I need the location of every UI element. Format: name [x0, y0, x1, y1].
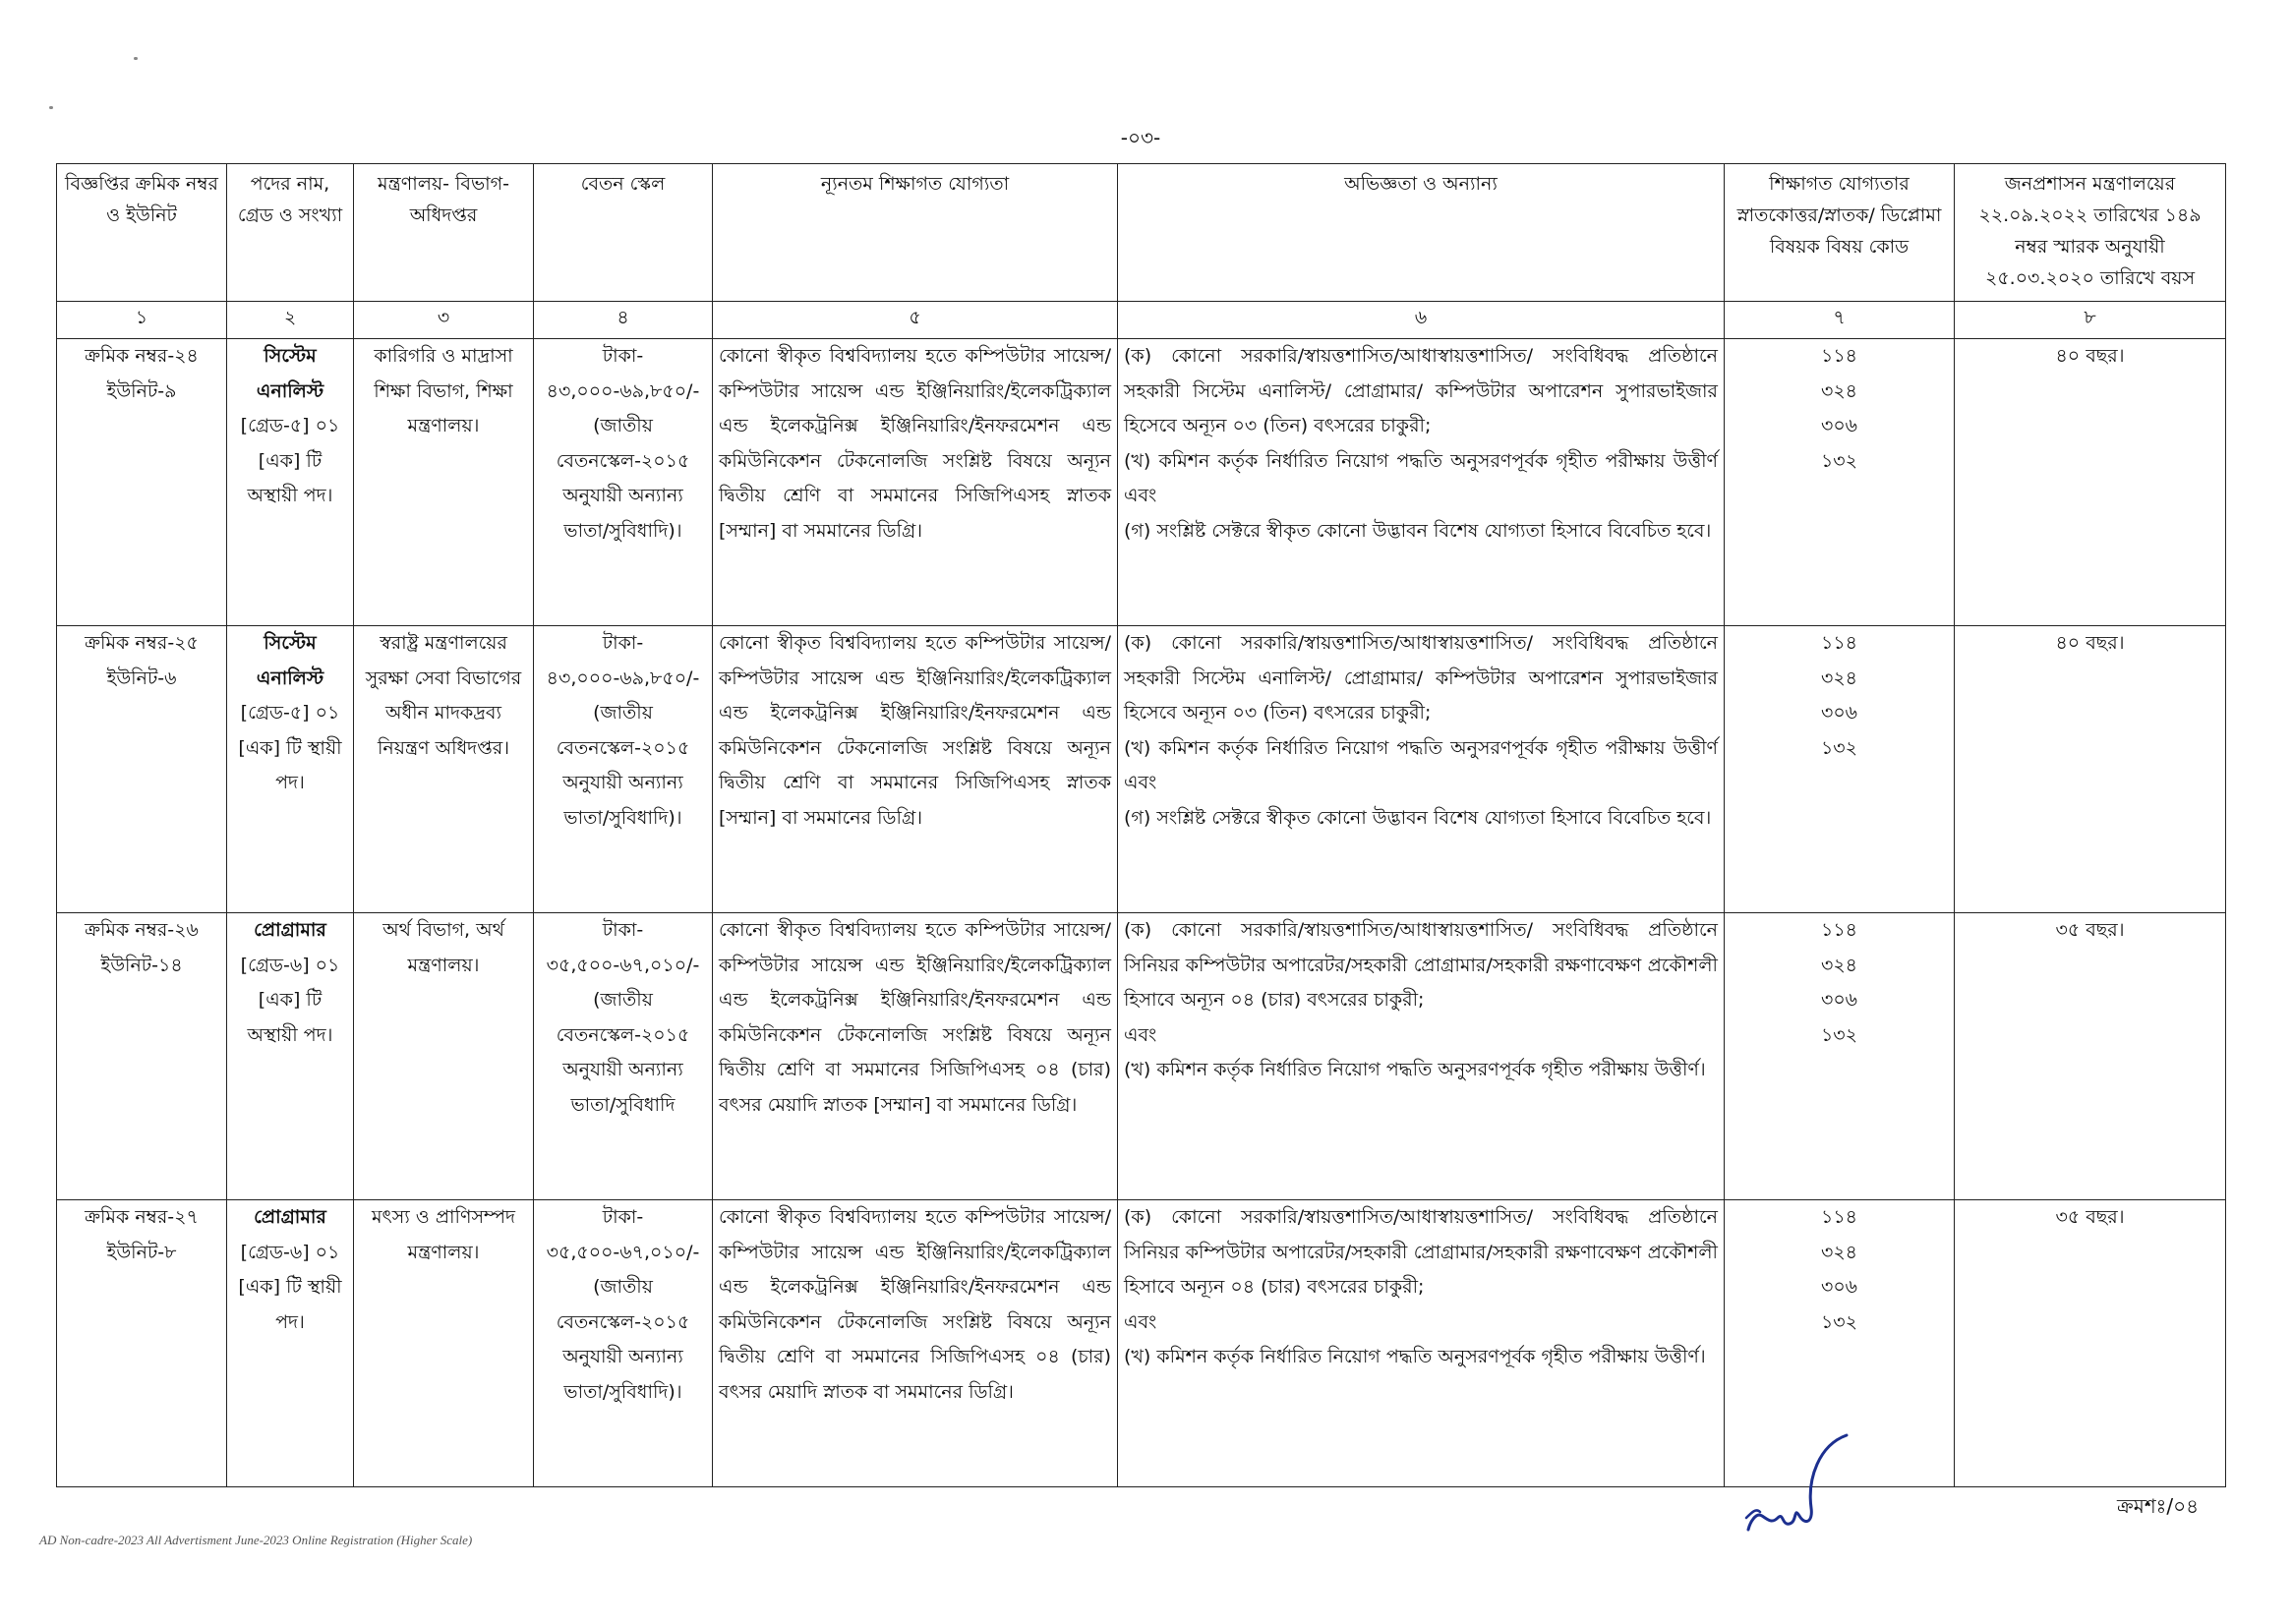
footer-file-note: AD Non-cadre-2023 All Advertisment June-2023 Online Registration (Higher Scale) [39, 1533, 473, 1547]
subject-code: ১১৪ [1821, 345, 1857, 367]
post-name: প্রোগ্রামার [254, 919, 326, 941]
experience-item: (গ) সংশ্লিষ্ট সেক্টরে স্বীকৃত কোনো উদ্ভাবন বিশেষ যোগ্যতা হিসাবে বিবেচিত হবে। [1124, 806, 1712, 829]
column-number: ৬ [1118, 302, 1725, 339]
subject-code-cell [1725, 626, 1955, 913]
qualification-cell: কোনো স্বীকৃত বিশ্ববিদ্যালয় হতে কম্পিউটার সায়েন্স/ কম্পিউটার সায়েন্স এন্ড ইঞ্জিনিয়ারিং/ইলেকট্রিক্যাল এন্ড ইলেকট্রনিক্স ইঞ্জিনিয়ারিং/ইনফরমেশন এন্ড কমিউনিকেশন টেকনোলজি সংশ্লিষ্ট বিষয়ে অন্যূন দ্বিতীয় শ্রেণি বা সমমানের সিজিপিএসহ ০৪ (চার) বৎসর মেয়াদি স্নাতক বা সমমানের ডিগ্রি। [713, 1200, 1118, 1487]
subject-code: ৩২৪ [1820, 667, 1858, 689]
post-detail: [গ্রেড-৫] ০১ [এক] টি স্থায়ী পদ। [238, 702, 342, 793]
header-post: পদের নাম, গ্রেড ও সংখ্যা [227, 164, 354, 302]
subject-code: ৩০৬ [1820, 1276, 1858, 1298]
post-cell [227, 626, 354, 913]
experience-item: (ক) কোনো সরকারি/স্বায়ত্তশাসিত/আধাস্বায়ত্তশাসিত/ সংবিধিবদ্ধ প্রতিষ্ঠানে সহকারী সিস্টেম এনালিস্ট/ প্রোগ্রামার/ কম্পিউটার অপারেশন সুপারভাইজার হিসেবে অন্যূন ০৩ (তিন) বৎসরের চাকুরী; [1124, 345, 1718, 436]
experience-conjunction: এবং [1124, 1310, 1157, 1333]
continued-marker: ক্রমশঃ/০৪ [2117, 1494, 2200, 1518]
scan-speck [134, 57, 138, 60]
qualification-cell: কোনো স্বীকৃত বিশ্ববিদ্যালয় হতে কম্পিউটার সায়েন্স/ কম্পিউটার সায়েন্স এন্ড ইঞ্জিনিয়ারিং/ইলেকট্রিক্যাল এন্ড ইলেকট্রনিক্স ইঞ্জিনিয়ারিং/ইনফরমেশন এন্ড কমিউনিকেশন টেকনোলজি সংশ্লিষ্ট বিষয়ে অন্যূন দ্বিতীয় শ্রেণি বা সমমানের সিজিপিএসহ ০৪ (চার) বৎসর মেয়াদি স্নাতক [সম্মান] বা সমমানের ডিগ্রি। [713, 913, 1118, 1200]
experience-item: (ক) কোনো সরকারি/স্বায়ত্তশাসিত/আধাস্বায়ত্তশাসিত/ সংবিধিবদ্ধ প্রতিষ্ঠানে সিনিয়র কম্পিউটার অপারেটর/সহকারী প্রোগ্রামার/সহকারী রক্ষণাবেক্ষণ প্রকৌশলী হিসাবে অন্যূন ০৪ (চার) বৎসরের চাকুরী; [1124, 1206, 1718, 1298]
signature [1738, 1427, 1856, 1536]
post-name: সিস্টেম এনালিস্ট [256, 632, 324, 689]
experience-item: (গ) সংশ্লিষ্ট সেক্টরে স্বীকৃত কোনো উদ্ভাবন বিশেষ যোগ্যতা হিসাবে বিবেচিত হবে। [1124, 519, 1712, 542]
header-age: জনপ্রশাসন মন্ত্রণালয়ের ২২.০৯.২০২২ তারিখের ১৪৯ নম্বর স্মারক অনুযায়ী ২৫.০৩.২০২০ তারিখে বয়স [1955, 164, 2226, 302]
pay-scale-cell: টাকা- ৪৩,০০০-৬৯,৮৫০/- (জাতীয় বেতনস্কেল-২০১৫ অনুযায়ী অন্যান্য ভাতা/সুবিধাদি)। [534, 339, 713, 626]
experience-item: (ক) কোনো সরকারি/স্বায়ত্তশাসিত/আধাস্বায়ত্তশাসিত/ সংবিধিবদ্ধ প্রতিষ্ঠানে সিনিয়র কম্পিউটার অপারেটর/সহকারী প্রোগ্রামার/সহকারী রক্ষণাবেক্ষণ প্রকৌশলী হিসাবে অন্যূন ০৪ (চার) বৎসরের চাকুরী; [1124, 919, 1718, 1011]
experience-cell [1118, 1200, 1725, 1487]
post-name: সিস্টেম এনালিস্ট [256, 345, 324, 402]
serial-cell: ক্রমিক নম্বর-২৪ ইউনিট-৯ [57, 339, 227, 626]
scan-speck [49, 106, 53, 109]
table-row [57, 339, 2226, 626]
experience-conjunction: এবং [1124, 1023, 1157, 1046]
serial-cell: ক্রমিক নম্বর-২৭ ইউনিট-৮ [57, 1200, 227, 1487]
post-cell [227, 339, 354, 626]
post-detail: [গ্রেড-৬] ০১ [এক] টি স্থায়ী পদ। [238, 1241, 342, 1333]
subject-code: ১৩২ [1820, 1023, 1858, 1046]
post-name: প্রোগ্রামার [254, 1206, 326, 1228]
ministry-cell: কারিগরি ও মাদ্রাসা শিক্ষা বিভাগ, শিক্ষা মন্ত্রণালয়। [354, 339, 534, 626]
subject-code-cell [1725, 913, 1955, 1200]
pay-scale-cell: টাকা- ৩৫,৫০০-৬৭,০১০/- (জাতীয় বেতনস্কেল-২০১৫ অনুযায়ী অন্যান্য ভাতা/সুবিধাদি [534, 913, 713, 1200]
qualification-cell: কোনো স্বীকৃত বিশ্ববিদ্যালয় হতে কম্পিউটার সায়েন্স/ কম্পিউটার সায়েন্স এন্ড ইঞ্জিনিয়ারিং/ইলেকট্রিক্যাল এন্ড ইলেকট্রনিক্স ইঞ্জিনিয়ারিং/ইনফরমেশন এন্ড কমিউনিকেশন টেকনোলজি সংশ্লিষ্ট বিষয়ে অন্যূন দ্বিতীয় শ্রেণি বা সমমানের সিজিপিএসহ স্নাতক [সম্মান] বা সমমানের ডিগ্রি। [713, 339, 1118, 626]
table-row [57, 1200, 2226, 1487]
subject-code: ১১৪ [1821, 1206, 1857, 1228]
experience-cell [1118, 913, 1725, 1200]
column-number: ৩ [354, 302, 534, 339]
subject-code: ১৩২ [1820, 736, 1858, 759]
age-cell: ৩৫ বছর। [1955, 913, 2226, 1200]
post-cell [227, 913, 354, 1200]
subject-code: ৩০৬ [1820, 989, 1858, 1011]
header-pay-scale: বেতন স্কেল [534, 164, 713, 302]
table-row [57, 913, 2226, 1200]
column-number-row [57, 302, 2226, 339]
column-number: ৫ [713, 302, 1118, 339]
experience-cell [1118, 626, 1725, 913]
subject-code: ৩২৪ [1820, 1241, 1858, 1263]
page-number: -০৩- [1120, 126, 1161, 149]
experience-item: (খ) কমিশন কর্তৃক নির্ধারিত নিয়োগ পদ্ধতি অনুসরণপূর্বক গৃহীত পরীক্ষায় উত্তীর্ণ। [1124, 1346, 1706, 1367]
ministry-cell: স্বরাষ্ট্র মন্ত্রণালয়ের সুরক্ষা সেবা বিভাগের অধীন মাদকদ্রব্য নিয়ন্ত্রণ অধিদপ্তর। [354, 626, 534, 913]
serial-cell: ক্রমিক নম্বর-২৬ ইউনিট-১৪ [57, 913, 227, 1200]
age-cell: ৩৫ বছর। [1955, 1200, 2226, 1487]
header-ministry: মন্ত্রণালয়- বিভাগ- অধিদপ্তর [354, 164, 534, 302]
header-row [57, 164, 2226, 302]
ministry-cell: মৎস্য ও প্রাণিসম্পদ মন্ত্রণালয়। [354, 1200, 534, 1487]
post-detail: [গ্রেড-৫] ০১ [এক] টি অস্থায়ী পদ। [240, 415, 340, 506]
subject-code: ৩০৬ [1820, 702, 1858, 724]
table-row [57, 626, 2226, 913]
pay-scale-cell: টাকা- ৪৩,০০০-৬৯,৮৫০/- (জাতীয় বেতনস্কেল-২০১৫ অনুযায়ী অন্যান্য ভাতা/সুবিধাদি)। [534, 626, 713, 913]
column-number: ৪ [534, 302, 713, 339]
age-cell: ৪০ বছর। [1955, 339, 2226, 626]
experience-item: (খ) কমিশন কর্তৃক নির্ধারিত নিয়োগ পদ্ধতি অনুসরণপূর্বক গৃহীত পরীক্ষায় উত্তীর্ণ এবং [1124, 736, 1718, 793]
header-subject-code: শিক্ষাগত যোগ্যতার স্নাতকোত্তর/স্নাতক/ ডিপ্লোমা বিষয়ক বিষয় কোড [1725, 164, 1955, 302]
experience-item: (খ) কমিশন কর্তৃক নির্ধারিত নিয়োগ পদ্ধতি অনুসরণপূর্বক গৃহীত পরীক্ষায় উত্তীর্ণ। [1124, 1059, 1706, 1080]
subject-code: ১১৪ [1821, 919, 1857, 941]
column-number: ১ [57, 302, 227, 339]
header-experience: অভিজ্ঞতা ও অন্যান্য [1118, 164, 1725, 302]
subject-code: ১৩২ [1820, 1310, 1858, 1333]
experience-item: (ক) কোনো সরকারি/স্বায়ত্তশাসিত/আধাস্বায়ত্তশাসিত/ সংবিধিবদ্ধ প্রতিষ্ঠানে সহকারী সিস্টেম এনালিস্ট/ প্রোগ্রামার/ কম্পিউটার অপারেশন সুপারভাইজার হিসেবে অন্যূন ০৩ (তিন) বৎসরের চাকুরী; [1124, 632, 1718, 724]
subject-code-cell [1725, 339, 1955, 626]
header-serial: বিজ্ঞপ্তির ক্রমিক নম্বর ও ইউনিট [57, 164, 227, 302]
serial-cell: ক্রমিক নম্বর-২৫ ইউনিট-৬ [57, 626, 227, 913]
post-detail: [গ্রেড-৬] ০১ [এক] টি অস্থায়ী পদ। [240, 954, 340, 1046]
experience-cell [1118, 339, 1725, 626]
qualification-cell: কোনো স্বীকৃত বিশ্ববিদ্যালয় হতে কম্পিউটার সায়েন্স/ কম্পিউটার সায়েন্স এন্ড ইঞ্জিনিয়ারিং/ইলেকট্রিক্যাল এন্ড ইলেকট্রনিক্স ইঞ্জিনিয়ারিং/ইনফরমেশন এন্ড কমিউনিকেশন টেকনোলজি সংশ্লিষ্ট বিষয়ে অন্যূন দ্বিতীয় শ্রেণি বা সমমানের সিজিপিএসহ স্নাতক [সম্মান] বা সমমানের ডিগ্রি। [713, 626, 1118, 913]
subject-code: ৩২৪ [1820, 379, 1858, 402]
subject-code: ১৩২ [1820, 449, 1858, 472]
post-cell [227, 1200, 354, 1487]
pay-scale-cell: টাকা- ৩৫,৫০০-৬৭,০১০/- (জাতীয় বেতনস্কেল-২০১৫ অনুযায়ী অন্যান্য ভাতা/সুবিধাদি)। [534, 1200, 713, 1487]
subject-code: ১১৪ [1821, 632, 1857, 654]
subject-code: ৩০৬ [1820, 415, 1858, 436]
age-cell: ৪০ বছর। [1955, 626, 2226, 913]
header-qualification: ন্যূনতম শিক্ষাগত যোগ্যতা [713, 164, 1118, 302]
vacancy-table [56, 163, 2226, 1487]
column-number: ৮ [1955, 302, 2226, 339]
experience-item: (খ) কমিশন কর্তৃক নির্ধারিত নিয়োগ পদ্ধতি অনুসরণপূর্বক গৃহীত পরীক্ষায় উত্তীর্ণ এবং [1124, 449, 1718, 506]
ministry-cell: অর্থ বিভাগ, অর্থ মন্ত্রণালয়। [354, 913, 534, 1200]
column-number: ৭ [1725, 302, 1955, 339]
column-number: ২ [227, 302, 354, 339]
subject-code: ৩২৪ [1820, 954, 1858, 976]
